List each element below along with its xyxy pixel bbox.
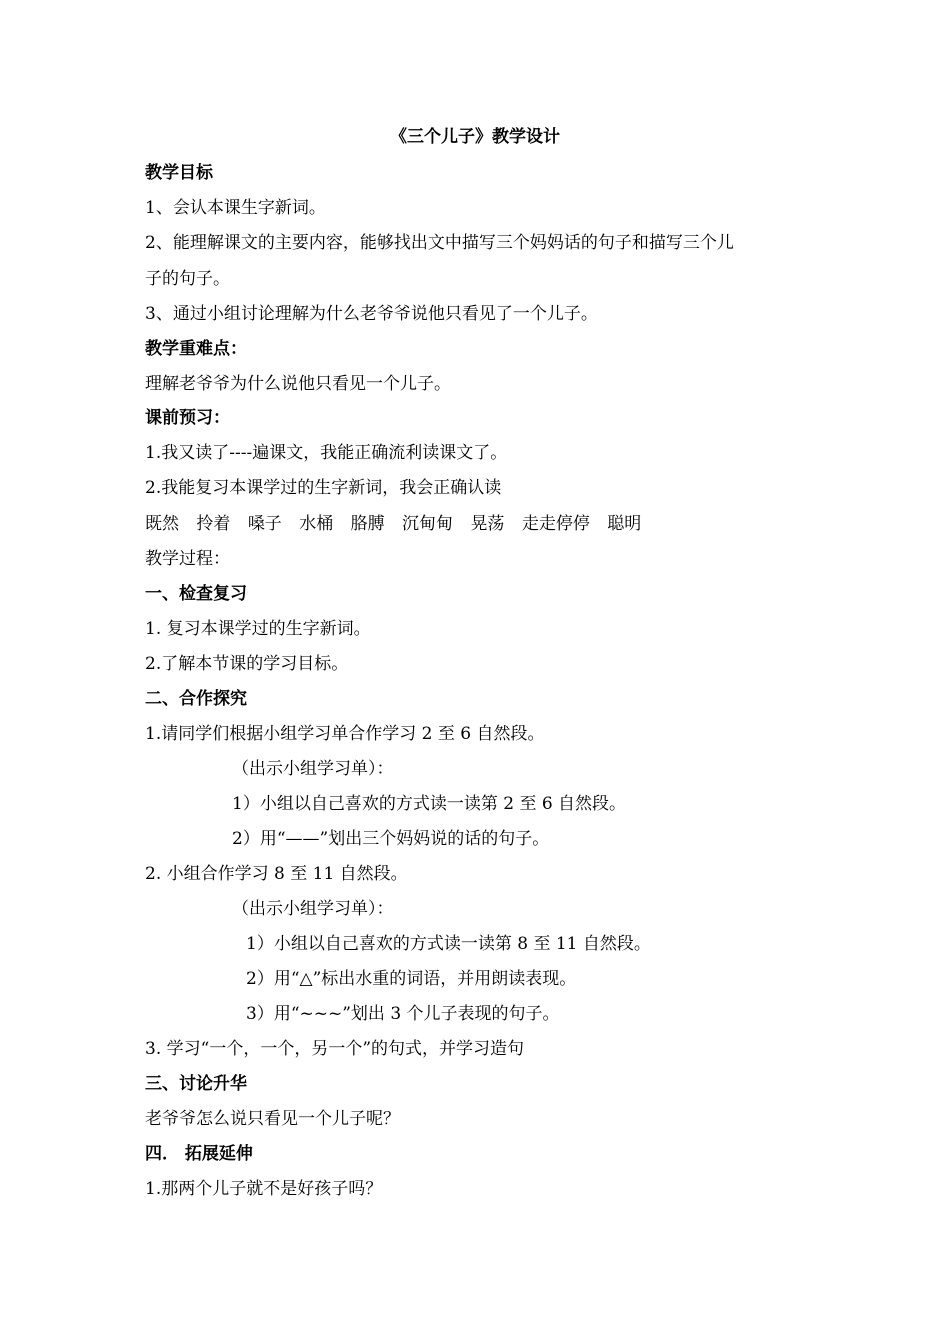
vocabulary-list: [145, 513, 653, 535]
process-heading: 教学过程：: [145, 549, 230, 569]
preview-item-1: 1.我又读了----遍课文，我能正确流利读课文了。: [145, 443, 508, 463]
objectives-heading: 教学目标: [145, 163, 213, 183]
objective-2-continued: 子的句子。: [145, 269, 230, 289]
vocab-word: 沉甸甸: [402, 514, 454, 534]
preview-heading: 课前预习：: [145, 408, 230, 428]
vocab-word: 嗓子: [247, 514, 282, 534]
vocab-word: 胳膊: [350, 514, 385, 534]
sheet1-task-2: 2）用“——”划出三个妈妈说的话的句子。: [232, 829, 550, 849]
objective-2: 2、能理解课文的主要内容，能够找出文中描写三个妈妈话的句子和描写三个儿: [145, 233, 734, 253]
vocab-word: 走走停停: [521, 514, 590, 534]
section1-heading: 一、检查复习: [145, 584, 247, 604]
section2-item-3: 3. 学习“一个，一个，另一个”的句式，并学习造句: [145, 1039, 525, 1059]
vocab-word: 晃荡: [470, 514, 505, 534]
vocab-word: 既然: [145, 514, 179, 534]
document-title: 《三个儿子》教学设计: [390, 127, 560, 147]
section2-heading: 二、合作探究: [145, 689, 247, 709]
sheet2-title: （出示小组学习单）：: [232, 899, 394, 919]
sheet1-task-1: 1）小组以自己喜欢的方式读一读第 2 至 6 自然段。: [232, 794, 627, 814]
section2-item-1: 1.请同学们根据小组学习单合作学习 2 至 6 自然段。: [145, 724, 545, 744]
preview-item-2: 2.我能复习本课学过的生字新词，我会正确认读: [145, 478, 502, 498]
section3-heading: 三、讨论升华: [145, 1074, 247, 1094]
objective-3: 3、通过小组讨论理解为什么老爷爷说他只看见了一个儿子。: [145, 304, 598, 324]
section3-text: 老爷爷怎么说只看见一个儿子呢？: [145, 1109, 400, 1129]
sheet1-title: （出示小组学习单）：: [232, 759, 394, 779]
section1-item-2: 2.了解本节课的学习目标。: [145, 654, 349, 674]
section1-item-1: 1. 复习本课学过的生字新词。: [145, 619, 371, 639]
section4-heading: 四． 拓展延伸: [145, 1144, 253, 1164]
vocab-word: 拎着: [196, 514, 231, 534]
sheet2-task-2: 2）用“△”标出水重的词语，并用朗读表现。: [246, 969, 577, 989]
section2-item-2: 2. 小组合作学习 8 至 11 自然段。: [145, 864, 408, 884]
vocab-word: 水桶: [299, 514, 334, 534]
sheet2-task-3: 3）用“~~~”划出 3 个儿子表现的句子。: [246, 1004, 560, 1024]
vocab-word: 聪明: [607, 514, 642, 534]
key-points-heading: 教学重难点：: [145, 339, 247, 359]
objective-1: 1、会认本课生字新词。: [145, 198, 326, 218]
sheet2-task-1: 1）小组以自己喜欢的方式读一读第 8 至 11 自然段。: [246, 934, 651, 954]
key-points-text: 理解老爷爷为什么说他只看见一个儿子。: [145, 374, 451, 394]
section4-text: 1.那两个儿子就不是好孩子吗？: [145, 1179, 383, 1199]
